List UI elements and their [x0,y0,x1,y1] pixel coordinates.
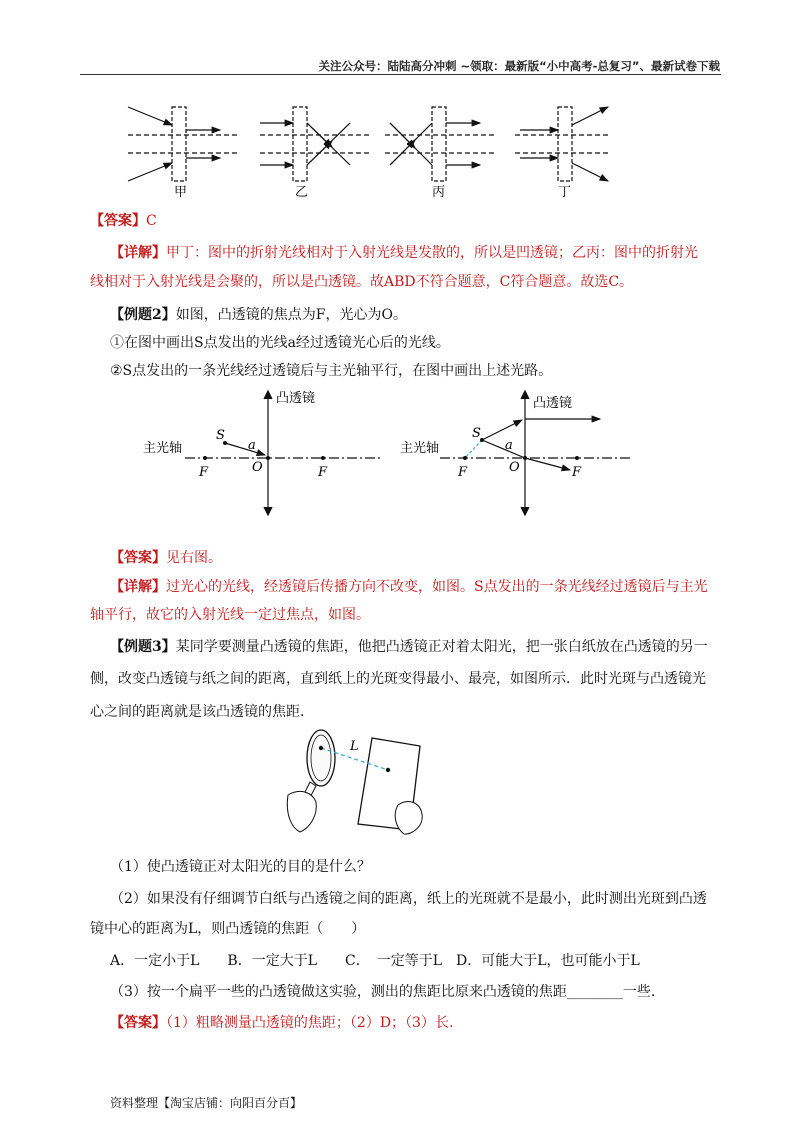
o-label-right: O [509,460,520,475]
f-label-right-2: F [572,465,582,480]
label-bing: 丙 [432,185,446,200]
ex2-detail-line2: 轴平行，故它的入射光线一定过焦点，如图。 [90,607,370,623]
a-label-right: a [505,438,513,453]
focus-right-2 [575,456,579,460]
ex3-q2-line1: （2）如果没有仔细调节白纸与凸透镜之间的距离，纸上的光斑就不是最小，此时测出光斑到凸透 [110,891,707,907]
focus-left-2 [321,456,325,460]
page-header: 关注公众号：陆陆高分冲刺 ~领取：最新版“小中高考-总复习”、最新试卷下载 [318,59,720,73]
ex3-line1: 【例题3】某同学要测量凸透镜的焦距，他把凸透镜正对着太阳光，把一张白纸放在凸透镜的另一 [110,639,708,655]
lens-diagrams-figure [110,95,610,200]
diagram-jia [128,107,238,181]
left-hand [287,791,316,832]
q1-detail-line2: 线相对于入射光线是会聚的，所以是凸透镜。故ABD不符合题意，C符合题意。故选C。 [90,274,634,290]
ex3-q2-line2: 镜中心的距离为L，则凸透镜的焦距（ ） [90,921,366,937]
f-label-left-2: F [318,465,328,480]
lens-label-right: 凸透镜 [533,396,573,411]
magnifier-paper-figure [280,720,440,840]
light-spot-dot [386,768,390,772]
ex3-answer: 【答案】（1）粗略测量凸透镜的焦距；（2）D；（3）长. [110,1015,454,1031]
optical-center-left [266,456,270,460]
lens-label-left: 凸透镜 [276,391,316,406]
f-label-left-1: F [199,465,209,480]
label-yi: 乙 [295,185,309,200]
o-label-left: O [252,460,263,475]
diagram-ding [515,107,608,181]
ex2-title: 【例题2】如图，凸透镜的焦点为F，光心为O。 [110,307,407,323]
a-label-left: a [248,438,256,453]
diagram-bing [385,107,495,181]
header-rule [80,74,721,75]
ex3-line3: 心之间的距离就是该凸透镜的焦距． [90,704,314,720]
ex2-detail-line1: 【详解】过光心的光线，经透镜后传播方向不改变，如图。S点发出的一条光线经过透镜后与主光 [110,579,708,595]
ex3-options: A．一定小于L B．一定大于L C． 一定等于L D．可能大于L，也可能小于L [110,953,640,969]
ex2-answer: 【答案】见右图。 [110,550,222,566]
ex3-line2: 侧，改变凸透镜与纸之间的距离，直到纸上的光斑变得最小、最亮，如图所示．此时光斑与凸透镜光 [90,671,706,687]
focus-left-1 [203,456,207,460]
ex3-q3: （3）按一个扁平一些的凸透镜做这实验，测出的焦距比原来凸透镜的焦距________一些． [110,984,665,1000]
q1-answer: 【答案】C [90,213,157,229]
f-label-right-1: F [458,465,468,480]
page-footer: 资料整理【淘宝店铺：向阳百分百】 [110,1096,303,1110]
ex2-item2: ②S点发出的一条光线经过透镜后与主光轴平行，在图中画出上述光路。 [110,363,553,379]
convex-lens-figure [140,385,660,525]
s-label-right: S [472,426,481,441]
label-jia: 甲 [174,185,188,200]
diagram-left [185,391,380,515]
dashed-ray-right [465,440,482,458]
ex2-item1: ①在图中画出S点发出的光线a经过透镜光心后的光线。 [110,335,450,351]
axis-label-right: 主光轴 [400,441,440,456]
ex3-q1: （1）使凸透镜正对太阳光的目的是什么？ [110,859,371,875]
label-L: L [350,739,359,754]
q1-detail-line1: 【详解】甲丁：图中的折射光线相对于入射光线是发散的，所以是凹透镜；乙丙：图中的折射光 [110,245,698,261]
optical-center-right [523,456,527,460]
s-label-left: S [216,428,225,443]
right-hand [395,802,422,835]
label-ding: 丁 [558,185,572,200]
diagram-yi [260,107,370,181]
axis-label-left: 主光轴 [143,441,183,456]
focus-right-1 [463,456,467,460]
lens-center-dot [319,746,323,750]
